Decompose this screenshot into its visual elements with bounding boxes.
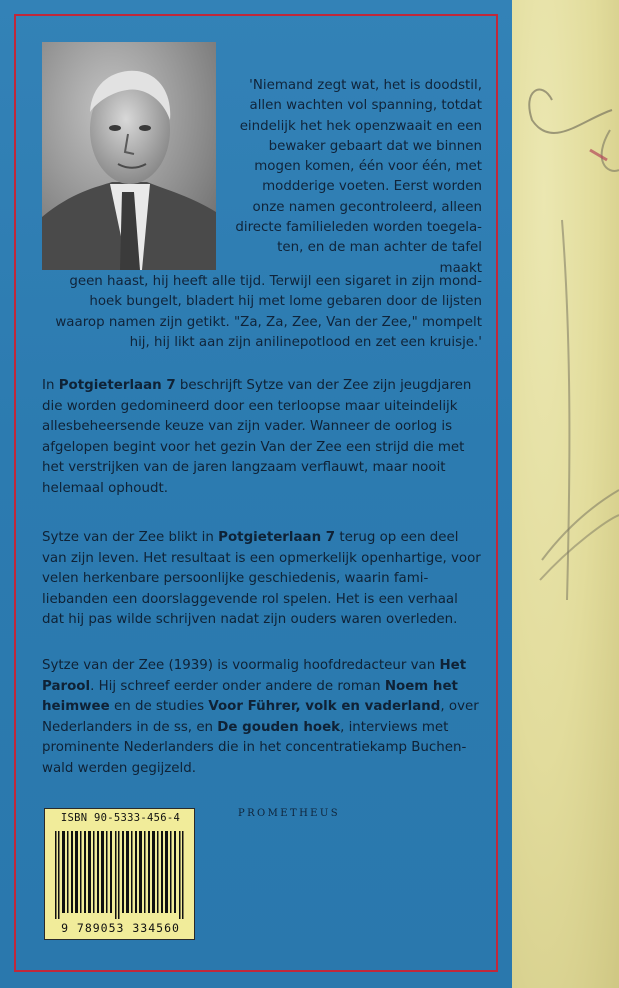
pencil-doodle-icon xyxy=(512,0,619,988)
author-photo xyxy=(42,42,216,270)
barcode-label xyxy=(44,808,195,940)
quote-line: directe familieleden worden toegela- xyxy=(235,220,482,236)
author-bio-paragraph: Sytze van der Zee (1939) is voormalig hoofdredacteur van Het Parool. Hij schreef eerder onder andere de roman Noem het heimwee en de studies Voor Führer, volk en vaderland, over Nederlanders in de ss, en De gouden hoek, interviews met prominente Nederlanders die in het concentratiekamp Buchen-wald werden gegijzeld. xyxy=(42,658,479,776)
book-title: Noem het heimwee xyxy=(42,678,458,714)
endpaper-strip xyxy=(512,0,619,988)
book-title: Voor Führer, volk en vaderland xyxy=(208,699,441,714)
quote-line: mogen komen, één voor één, met xyxy=(254,159,482,175)
publisher-name: PROMETHEUS xyxy=(238,808,340,819)
ean-number: 9 789053 334560 xyxy=(61,921,180,935)
quote-line: bewaker gebaart dat we binnen xyxy=(268,138,482,154)
author-portrait-icon xyxy=(42,42,216,270)
quote-line: geen haast, hij heeft alle tijd. Terwijl een sigaret in zijn mond- xyxy=(69,274,482,289)
summary-paragraph: In Potgieterlaan 7 beschrijft Sytze van der Zee zijn jeugdjaren die worden gedomineerd door een terloopse maar uiteindelijk allesbeheersende keuze van zijn vader. Wanneer de oorlog is afgelopen begint voor het gezin Van der Zee een strijd die met het verstrijken van de jaren langzaam verflauwt, maar nooit helemaal ophoudt. xyxy=(42,378,472,496)
quote-line: eindelijk het hek openzwaait en een xyxy=(239,118,482,134)
quote-line: 'Niemand zegt wat, het is doodstil, xyxy=(249,78,482,93)
quote-block-right xyxy=(232,76,482,279)
quote-line: allen wachten vol spanning, totdat xyxy=(249,98,482,114)
quote-line: modderige voeten. Eerst worden xyxy=(262,179,482,195)
quote-line: hoek bungelt, bladert hij met lome gebaren door de lijsten xyxy=(89,294,482,310)
quote-line: onze namen gecontroleerd, alleen xyxy=(252,199,482,215)
book-title: Potgieterlaan 7 xyxy=(58,378,176,393)
barcode-icon xyxy=(55,831,186,919)
isbn-number: ISBN 90-5333-456-4 xyxy=(60,812,181,824)
newspaper-title: Het Parool xyxy=(42,658,467,694)
quote-block-full xyxy=(42,272,482,353)
quote-line: ten, en de man achter de tafel maakt xyxy=(277,240,482,276)
book-title: De gouden hoek xyxy=(217,719,341,735)
quote-line: waarop namen zijn getikt. "Za, Za, Zee, Van der Zee," mompelt xyxy=(55,314,482,330)
reflection-paragraph: Sytze van der Zee blikt in Potgieterlaan 7 terug op een deel van zijn leven. Het resultaat is een opmerkelijk openhartige, voor velen herkenbare persoonlijke geschiedenis, waarin fami-liebanden een doorslaggevende rol spelen. Het is een verhaal dat hij pas wilde schrijven nadat zijn ouders waren overleden. xyxy=(42,530,481,627)
quote-line: hij, hij likt aan zijn anilinepotlood en zet een kruisje.' xyxy=(129,334,482,350)
book-title: Potgieterlaan 7 xyxy=(218,530,336,545)
